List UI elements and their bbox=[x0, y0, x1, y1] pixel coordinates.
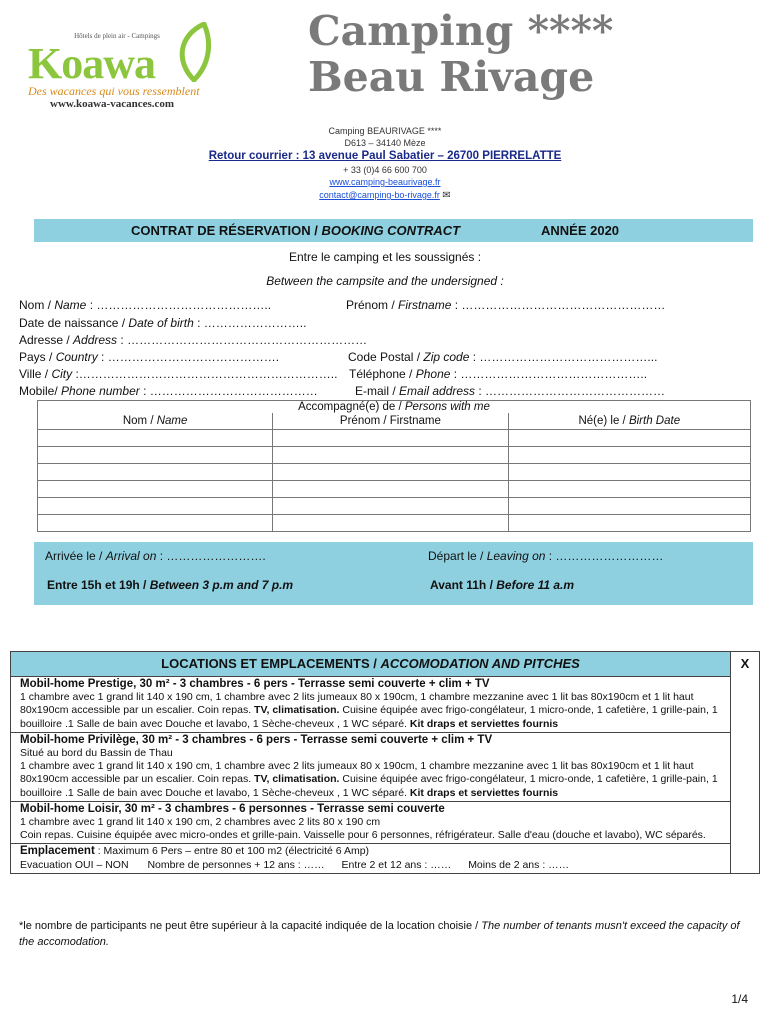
person-cell[interactable] bbox=[508, 464, 750, 481]
col-birth-date: Né(e) le / Birth Date bbox=[508, 413, 750, 430]
persons-over-12[interactable]: Nombre de personnes + 12 ans : …… bbox=[147, 858, 325, 871]
website-line bbox=[0, 177, 770, 187]
loisir-heading: Mobil-home Loisir, 30 m² - 3 chambres - 6 personnes - Terrasse semi couverte bbox=[20, 802, 445, 815]
accommodation-table bbox=[10, 651, 760, 874]
col-prenom: Prénom / Firstname bbox=[273, 413, 508, 430]
banner-year: ANNÉE 2020 bbox=[541, 223, 620, 238]
person-row[interactable] bbox=[38, 498, 751, 515]
persons-header: Accompagné(e) de / Persons with me bbox=[38, 401, 751, 414]
logo-website: www.koawa-vacances.com bbox=[50, 98, 175, 110]
camping-email-link[interactable]: contact@camping-bo-rivage.fr bbox=[319, 190, 440, 200]
prestige-option[interactable] bbox=[11, 677, 731, 733]
departure-time: Avant 11h / Before 11 a.m bbox=[430, 578, 575, 592]
person-cell[interactable] bbox=[273, 430, 508, 447]
selection-column[interactable] bbox=[731, 652, 760, 874]
camping-name: Camping BEAURIVAGE **** bbox=[328, 126, 442, 136]
intro-en: Between the campsite and the undersigned : bbox=[266, 274, 504, 288]
person-cell[interactable] bbox=[508, 481, 750, 498]
camping-road: D613 – 34140 Mèze bbox=[344, 138, 426, 148]
accommodation-title: LOCATIONS ET EMPLACEMENTS / ACCOMODATION AND PITCHES bbox=[11, 652, 731, 677]
field-email[interactable]: E-mail / Email address : ……………………………………… bbox=[355, 384, 666, 398]
privilege-option[interactable] bbox=[11, 732, 731, 801]
email-line bbox=[0, 190, 770, 201]
logo-tagline: Hôtels de plein air - Campings bbox=[74, 32, 160, 40]
field-zip[interactable]: Code Postal / Zip code : ……………………………………... bbox=[348, 350, 658, 364]
person-cell[interactable] bbox=[273, 515, 508, 532]
person-row[interactable] bbox=[38, 481, 751, 498]
persons-under-2[interactable]: Moins de 2 ans : …… bbox=[468, 858, 570, 871]
field-country[interactable]: Pays / Country : ……………………………………. bbox=[19, 350, 280, 364]
person-row[interactable] bbox=[38, 430, 751, 447]
person-cell[interactable] bbox=[38, 515, 273, 532]
camping-title bbox=[308, 8, 613, 100]
arrival-box bbox=[34, 542, 753, 605]
prestige-description: 1 chambre avec 1 grand lit 140 x 190 cm, 1 chambre avec 2 lits jumeaux 80 x 190cm, 1 chambre mezzanine avec 1 lit bas 80x190cm et 1 lit haut 80x190cm accessible par un escalier. Coin repas. TV, climatisation. Cuisine équipée avec frigo-congélateur, 1 micro-onde, 1 cafetière, 1 grille-pain, 1 bouilloire .1 Salle de bain avec Douche et lavabo, 1 Sèche-cheveux , 1 WC séparé. Kit draps et serviettes fournis bbox=[20, 691, 718, 730]
person-cell[interactable] bbox=[508, 515, 750, 532]
field-phone[interactable]: Téléphone / Phone : ……………………………………….. bbox=[349, 367, 648, 381]
intro-fr: Entre le camping et les soussignés : bbox=[288, 250, 482, 264]
privilege-heading: Mobil-home Privilège, 30 m² - 3 chambres - 6 pers - Terrasse semi couverte + clim + TV bbox=[20, 733, 493, 746]
logo-slogan: Des wacances qui vous ressemblent bbox=[28, 84, 200, 98]
page-number: 1/4 bbox=[731, 992, 748, 1006]
person-cell[interactable] bbox=[273, 464, 508, 481]
emplacement-option[interactable] bbox=[11, 844, 731, 873]
contract-banner bbox=[34, 219, 753, 242]
persons-2-12[interactable]: Entre 2 et 12 ans : …… bbox=[341, 858, 452, 871]
loisir-description: Coin repas. Cuisine équipée avec micro-ondes et grille-pain. Vaisselle pour 6 personnes, réfrigérateur. Salle d'eau (douche et lavabo), WC séparés. bbox=[20, 829, 706, 842]
envelope-icon: ✉ bbox=[442, 190, 451, 201]
field-address[interactable]: Adresse / Address : …………………………………………………… bbox=[19, 333, 368, 347]
person-cell[interactable] bbox=[508, 430, 750, 447]
capacity-note: *le nombre de participants ne peut être supérieur à la capacité indiquée de la location choisie / The number of tenants musn't exceed the capacity of the accomodation. bbox=[19, 920, 740, 948]
col-nom: Nom / Name bbox=[38, 413, 273, 430]
person-row[interactable] bbox=[38, 447, 751, 464]
person-row[interactable] bbox=[38, 515, 751, 532]
camping-title-line2: Beau Rivage bbox=[308, 53, 595, 101]
emplacement-details bbox=[20, 859, 721, 872]
emplacement-line: Emplacement : Maximum 6 Pers – entre 80 et 100 m2 (électricité 6 Amp) bbox=[20, 845, 370, 858]
person-cell[interactable] bbox=[38, 430, 273, 447]
persons-table bbox=[37, 400, 751, 532]
field-city[interactable]: Ville / City :……………………………………………………….. bbox=[19, 367, 338, 381]
field-leaving[interactable]: Départ le / Leaving on : ……………………… bbox=[428, 549, 664, 563]
koawa-logo bbox=[24, 14, 224, 114]
loisir-option[interactable] bbox=[11, 801, 731, 844]
field-arrival[interactable]: Arrivée le / Arrival on : ……………………. bbox=[45, 549, 266, 563]
field-date-of-birth[interactable]: Date de naissance / Date of birth : …………………….. bbox=[19, 316, 307, 330]
person-cell[interactable] bbox=[273, 498, 508, 515]
camping-website-link[interactable]: www.camping-beaurivage.fr bbox=[329, 177, 441, 187]
field-prenom[interactable]: Prénom / Firstname : …………………………………………… bbox=[346, 298, 666, 312]
camping-phone: + 33 (0)4 66 600 700 bbox=[343, 165, 427, 175]
person-cell[interactable] bbox=[38, 481, 273, 498]
evacuation-choice[interactable]: Evacuation OUI – NON bbox=[20, 858, 129, 871]
selection-x: X bbox=[740, 656, 750, 671]
courier-line bbox=[0, 150, 770, 162]
person-cell[interactable] bbox=[38, 498, 273, 515]
logo-brand: Koawa bbox=[28, 39, 155, 88]
person-cell[interactable] bbox=[273, 481, 508, 498]
person-cell[interactable] bbox=[508, 447, 750, 464]
prestige-heading: Mobil-home Prestige, 30 m² - 3 chambres - 6 pers - Terrasse semi couverte + clim + TV bbox=[20, 678, 490, 690]
loisir-rooms: 1 chambre avec 1 grand lit 140 x 190 cm, 2 chambres avec 2 lits 80 x 190 cm bbox=[20, 816, 381, 829]
person-cell[interactable] bbox=[273, 447, 508, 464]
field-nom[interactable]: Nom / Name : …………………………………….. bbox=[19, 298, 272, 312]
person-cell[interactable] bbox=[38, 447, 273, 464]
arrival-time: Entre 15h et 19h / Between 3 p.m and 7 p.m bbox=[47, 578, 294, 592]
banner-title: CONTRAT DE RÉSERVATION / BOOKING CONTRACT bbox=[131, 223, 461, 238]
person-row[interactable] bbox=[38, 464, 751, 481]
leaf-icon bbox=[174, 22, 214, 82]
courier-address: Retour courrier : 13 avenue Paul Sabatier – 26700 PIERRELATTE bbox=[208, 150, 562, 162]
camping-title-line1: Camping **** bbox=[308, 7, 614, 55]
privilege-description: 1 chambre avec 1 grand lit 140 x 190 cm, 1 chambre avec 2 lits jumeaux 80 x 190cm, 1 chambre mezzanine avec 1 lit bas 80x190cm et 1 lit haut 80x190cm accessible par un escalier. Coin repas. TV, climatisation. Cuisine équipée avec frigo-congélateur, 1 micro-onde, 1 cafetière, 1 grille-pain, 1 bouilloire .1 Salle de bain avec Douche et lavabo, 1 Sèche-cheveux , 1 WC séparé. Kit draps et serviettes fournis bbox=[20, 760, 718, 799]
person-cell[interactable] bbox=[508, 498, 750, 515]
privilege-location: Situé au bord du Bassin de Thau bbox=[20, 747, 173, 760]
field-mobile[interactable]: Mobile/ Phone number : …………………………………… bbox=[19, 384, 318, 398]
person-cell[interactable] bbox=[38, 464, 273, 481]
